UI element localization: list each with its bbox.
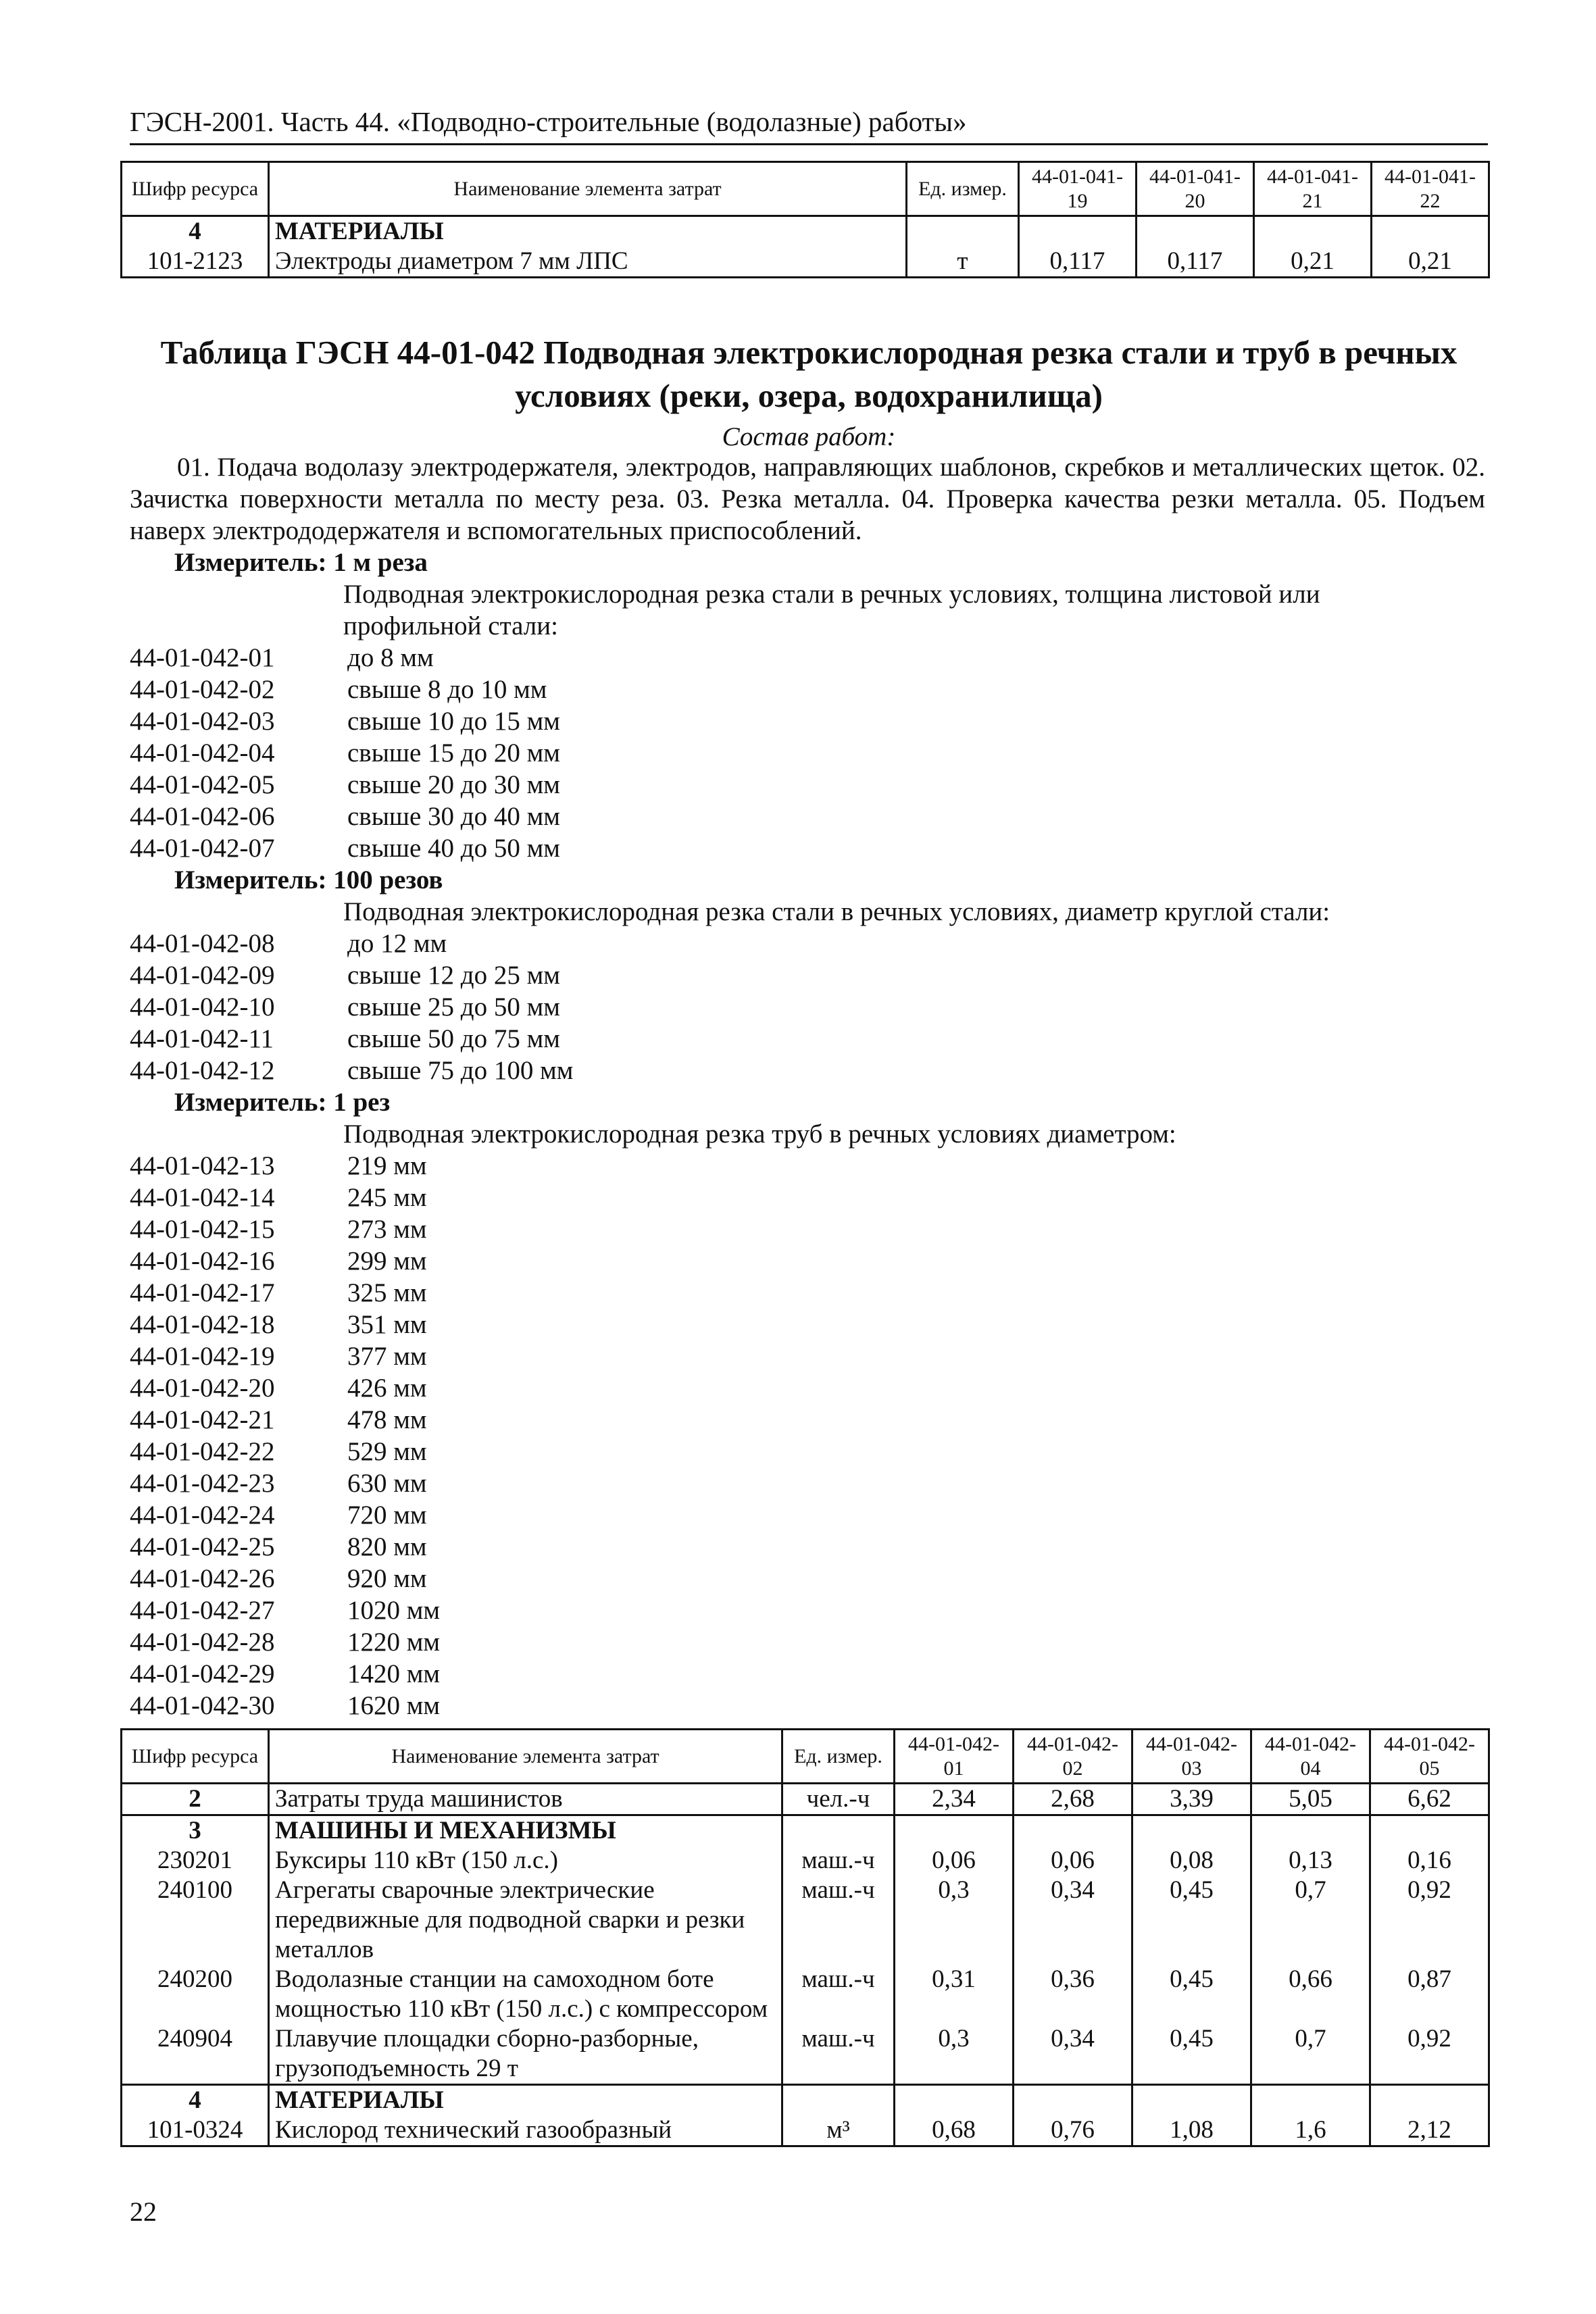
cell-value: 0,08: [1132, 1846, 1251, 1876]
cell-unit: маш.-ч: [782, 1965, 895, 2024]
header-cell-norm: 44-01-041-20: [1137, 162, 1254, 216]
item-value: свыше 20 до 30 мм: [347, 770, 560, 799]
cell-value: 0,76: [1014, 2115, 1132, 2146]
cell-value: 0,87: [1370, 1965, 1489, 2024]
item-code: 44-01-042-08: [130, 929, 275, 958]
cell-name: Буксиры 110 кВт (150 л.с.): [269, 1846, 782, 1876]
item-value: 478 мм: [347, 1405, 427, 1434]
item-value: свыше 10 до 15 мм: [347, 707, 560, 736]
resource-table-041: [120, 161, 1490, 278]
item-code: 44-01-042-30: [130, 1691, 275, 1720]
cell-name: Кислород технический газообразный: [269, 2115, 782, 2146]
cell-name: Водолазные станции на самоходном боте мощностью 110 кВт (150 л.с.) с компрессором: [269, 1965, 782, 2024]
cell-value: [1251, 1815, 1370, 1846]
table-row: [122, 2085, 1489, 2116]
item-value: свыше 50 до 75 мм: [347, 1024, 560, 1053]
item-value: свыше 40 до 50 мм: [347, 834, 560, 863]
cell-value: 0,45: [1132, 2024, 1251, 2085]
cell-name: Затраты труда машинистов: [269, 1784, 782, 1815]
item-code: 44-01-042-23: [130, 1469, 275, 1498]
cell-code: 240100: [122, 1876, 269, 1965]
item-code: 44-01-042-01: [130, 643, 275, 672]
item-code: 44-01-042-25: [130, 1532, 275, 1561]
item-code: 44-01-042-03: [130, 707, 275, 736]
cell-value: [1370, 1815, 1489, 1846]
cell-value: 0,66: [1251, 1965, 1370, 2024]
cell-unit: чел.-ч: [782, 1784, 895, 1815]
cell-value: 0,21: [1372, 247, 1489, 278]
running-header: ГЭСН-2001. Часть 44. «Подводно-строительные (водолазные) работы»: [130, 103, 1488, 145]
page-number: 22: [130, 2196, 157, 2227]
item-code: 44-01-042-07: [130, 834, 275, 863]
item-value: 377 мм: [347, 1342, 427, 1371]
item-value: 920 мм: [347, 1564, 427, 1593]
item-value: 219 мм: [347, 1151, 427, 1180]
cell-unit: [907, 216, 1019, 247]
cell-value: [895, 2085, 1014, 2116]
item-value: свыше 30 до 40 мм: [347, 802, 560, 831]
header-cell-norm: 44-01-042-05: [1370, 1730, 1489, 1784]
cell-code: 4: [122, 216, 269, 247]
item-code: 44-01-042-14: [130, 1183, 275, 1212]
cell-code: 2: [122, 1784, 269, 1815]
item-code: 44-01-042-17: [130, 1278, 275, 1307]
item-value: 351 мм: [347, 1310, 427, 1339]
cell-value: 5,05: [1251, 1784, 1370, 1815]
group-description: профильной стали:: [343, 611, 558, 640]
cell-value: 2,12: [1370, 2115, 1489, 2146]
cell-value: [1372, 216, 1489, 247]
item-code: 44-01-042-02: [130, 675, 275, 704]
table-row: [122, 2024, 1489, 2085]
item-code: 44-01-042-16: [130, 1247, 275, 1276]
cell-value: 2,68: [1014, 1784, 1132, 1815]
header-cell-unit: Ед. измер.: [907, 162, 1019, 216]
cell-unit: маш.-ч: [782, 2024, 895, 2085]
item-code: 44-01-042-10: [130, 992, 275, 1022]
item-code: 44-01-042-11: [130, 1024, 274, 1053]
work-composition-text: 01. Подача водолазу электродержателя, электродов, направляющих шаблонов, скребков и металлических щеток. 02. Зачистка поверхности металла по месту реза. 03. Резка металла. 04. Проверка качества резки металла. 05. Подъем наверх электрододержателя и вспомогательных приспособлений.: [130, 453, 1485, 545]
cell-value: 0,117: [1137, 247, 1254, 278]
cell-value: [1137, 216, 1254, 247]
cell-unit: маш.-ч: [782, 1846, 895, 1876]
item-code: 44-01-042-28: [130, 1628, 275, 1657]
cell-code: 230201: [122, 1846, 269, 1876]
cell-value: 2,34: [895, 1784, 1014, 1815]
section-title: Таблица ГЭСН 44-01-042 Подводная электрокислородная резка стали и труб в речных условиях (реки, озера, водохранилища): [160, 334, 1457, 414]
cell-value: 0,13: [1251, 1846, 1370, 1876]
item-code: 44-01-042-13: [130, 1151, 275, 1180]
header-cell-code: Шифр ресурса: [122, 162, 269, 216]
item-code: 44-01-042-27: [130, 1596, 275, 1625]
item-code: 44-01-042-09: [130, 961, 275, 990]
header-cell-unit: Ед. измер.: [782, 1730, 895, 1784]
cell-value: [1014, 2085, 1132, 2116]
table-row: [122, 1876, 1489, 1965]
cell-value: 0,92: [1370, 2024, 1489, 2085]
item-value: свыше 75 до 100 мм: [347, 1056, 574, 1085]
header-cell-norm: 44-01-042-01: [895, 1730, 1014, 1784]
cell-value: 0,7: [1251, 1876, 1370, 1965]
cell-value: 0,45: [1132, 1965, 1251, 2024]
item-code: 44-01-042-04: [130, 738, 275, 768]
cell-code: 101-2123: [122, 247, 269, 278]
item-value: до 12 мм: [347, 929, 447, 958]
item-value: 529 мм: [347, 1437, 427, 1466]
cell-value: 1,6: [1251, 2115, 1370, 2146]
cell-value: 0,3: [895, 1876, 1014, 1965]
item-value: 820 мм: [347, 1532, 427, 1561]
table-header-row: [122, 1730, 1489, 1784]
cell-value: 1,08: [1132, 2115, 1251, 2146]
item-value: свыше 8 до 10 мм: [347, 675, 547, 704]
item-code: 44-01-042-19: [130, 1342, 275, 1371]
table-row: [122, 2115, 1489, 2146]
item-code: 44-01-042-05: [130, 770, 275, 799]
item-value: 1220 мм: [347, 1628, 441, 1657]
cell-value: 0,36: [1014, 1965, 1132, 2024]
cell-value: [1014, 1815, 1132, 1846]
header-cell-norm: 44-01-041-19: [1019, 162, 1137, 216]
cell-value: 0,117: [1019, 247, 1137, 278]
item-code: 44-01-042-21: [130, 1405, 275, 1434]
item-value: 1620 мм: [347, 1691, 441, 1720]
cell-value: 0,7: [1251, 2024, 1370, 2085]
table-header-row: [122, 162, 1489, 216]
cell-value: 0,34: [1014, 2024, 1132, 2085]
cell-unit: м³: [782, 2115, 895, 2146]
measure-label: Измеритель: 1 м реза: [174, 548, 428, 577]
cell-name: Агрегаты сварочные электрические передвижные для подводной сварки и резки металлов: [269, 1876, 782, 1965]
table-row: [122, 216, 1489, 247]
table-row: [122, 247, 1489, 278]
cell-value: 0,16: [1370, 1846, 1489, 1876]
item-code: 44-01-042-15: [130, 1215, 275, 1244]
header-cell-norm: 44-01-042-04: [1251, 1730, 1370, 1784]
cell-value: [1251, 2085, 1370, 2116]
table-row: [122, 1784, 1489, 1815]
measure-label: Измеритель: 1 рез: [174, 1088, 391, 1117]
cell-code: 4: [122, 2085, 269, 2116]
item-value: 245 мм: [347, 1183, 427, 1212]
item-value: 720 мм: [347, 1501, 427, 1530]
item-value: до 8 мм: [347, 643, 434, 672]
item-value: 426 мм: [347, 1374, 427, 1403]
cell-unit: [782, 2085, 895, 2116]
item-value: 630 мм: [347, 1469, 427, 1498]
cell-value: 0,34: [1014, 1876, 1132, 1965]
table-row: [122, 1846, 1489, 1876]
header-cell-norm: 44-01-041-21: [1254, 162, 1372, 216]
cell-value: 0,68: [895, 2115, 1014, 2146]
cell-name: МАТЕРИАЛЫ: [269, 2085, 782, 2116]
cell-unit: т: [907, 247, 1019, 278]
cell-value: 3,39: [1132, 1784, 1251, 1815]
item-value: свыше 25 до 50 мм: [347, 992, 560, 1022]
cell-code: 101-0324: [122, 2115, 269, 2146]
cell-value: [1370, 2085, 1489, 2116]
item-value: 273 мм: [347, 1215, 427, 1244]
cell-code: 240200: [122, 1965, 269, 2024]
item-code: 44-01-042-29: [130, 1659, 275, 1688]
cell-value: 0,3: [895, 2024, 1014, 2085]
measure-label: Измеритель: 100 резов: [174, 865, 443, 895]
item-value: 299 мм: [347, 1247, 427, 1276]
cell-name: Электроды диаметром 7 мм ЛПС: [269, 247, 907, 278]
cell-value: 0,45: [1132, 1876, 1251, 1965]
cell-name: Плавучие площадки сборно-разборные, грузоподъемность 29 т: [269, 2024, 782, 2085]
header-cell-norm: 44-01-041-22: [1372, 162, 1489, 216]
cell-unit: маш.-ч: [782, 1876, 895, 1965]
cell-value: [1132, 2085, 1251, 2116]
item-value: 1420 мм: [347, 1659, 441, 1688]
cell-value: 0,21: [1254, 247, 1372, 278]
cell-value: [895, 1815, 1014, 1846]
header-cell-norm: 44-01-042-03: [1132, 1730, 1251, 1784]
cell-name: МАТЕРИАЛЫ: [269, 216, 907, 247]
item-value: 325 мм: [347, 1278, 427, 1307]
cell-code: 240904: [122, 2024, 269, 2085]
cell-code: 3: [122, 1815, 269, 1846]
cell-value: 0,92: [1370, 1876, 1489, 1965]
cell-value: 0,06: [1014, 1846, 1132, 1876]
group-description: Подводная электрокислородная резка стали в речных условиях, толщина листовой или: [343, 580, 1320, 609]
header-cell-norm: 44-01-042-02: [1014, 1730, 1132, 1784]
item-value: 1020 мм: [347, 1596, 441, 1625]
cell-value: [1132, 1815, 1251, 1846]
group-description: Подводная электрокислородная резка стали в речных условиях, диаметр круглой стали:: [343, 897, 1330, 926]
cell-name: МАШИНЫ И МЕХАНИЗМЫ: [269, 1815, 782, 1846]
item-value: свыше 12 до 25 мм: [347, 961, 560, 990]
item-code: 44-01-042-24: [130, 1501, 275, 1530]
item-code: 44-01-042-06: [130, 802, 275, 831]
item-code: 44-01-042-22: [130, 1437, 275, 1466]
work-composition-heading: Состав работ:: [722, 422, 896, 451]
cell-value: [1254, 216, 1372, 247]
cell-value: 0,06: [895, 1846, 1014, 1876]
header-cell-code: Шифр ресурса: [122, 1730, 269, 1784]
header-cell-name: Наименование элемента затрат: [269, 162, 907, 216]
cell-value: 0,31: [895, 1965, 1014, 2024]
table-row: [122, 1965, 1489, 2024]
resource-table-042: [120, 1728, 1490, 2147]
item-code: 44-01-042-12: [130, 1056, 275, 1085]
table-row: [122, 1815, 1489, 1846]
cell-value: 6,62: [1370, 1784, 1489, 1815]
group-description: Подводная электрокислородная резка труб в речных условиях диаметром:: [343, 1120, 1176, 1149]
item-value: свыше 15 до 20 мм: [347, 738, 560, 768]
item-code: 44-01-042-20: [130, 1374, 275, 1403]
item-code: 44-01-042-26: [130, 1564, 275, 1593]
cell-value: [1019, 216, 1137, 247]
cell-unit: [782, 1815, 895, 1846]
item-code: 44-01-042-18: [130, 1310, 275, 1339]
header-cell-name: Наименование элемента затрат: [269, 1730, 782, 1784]
